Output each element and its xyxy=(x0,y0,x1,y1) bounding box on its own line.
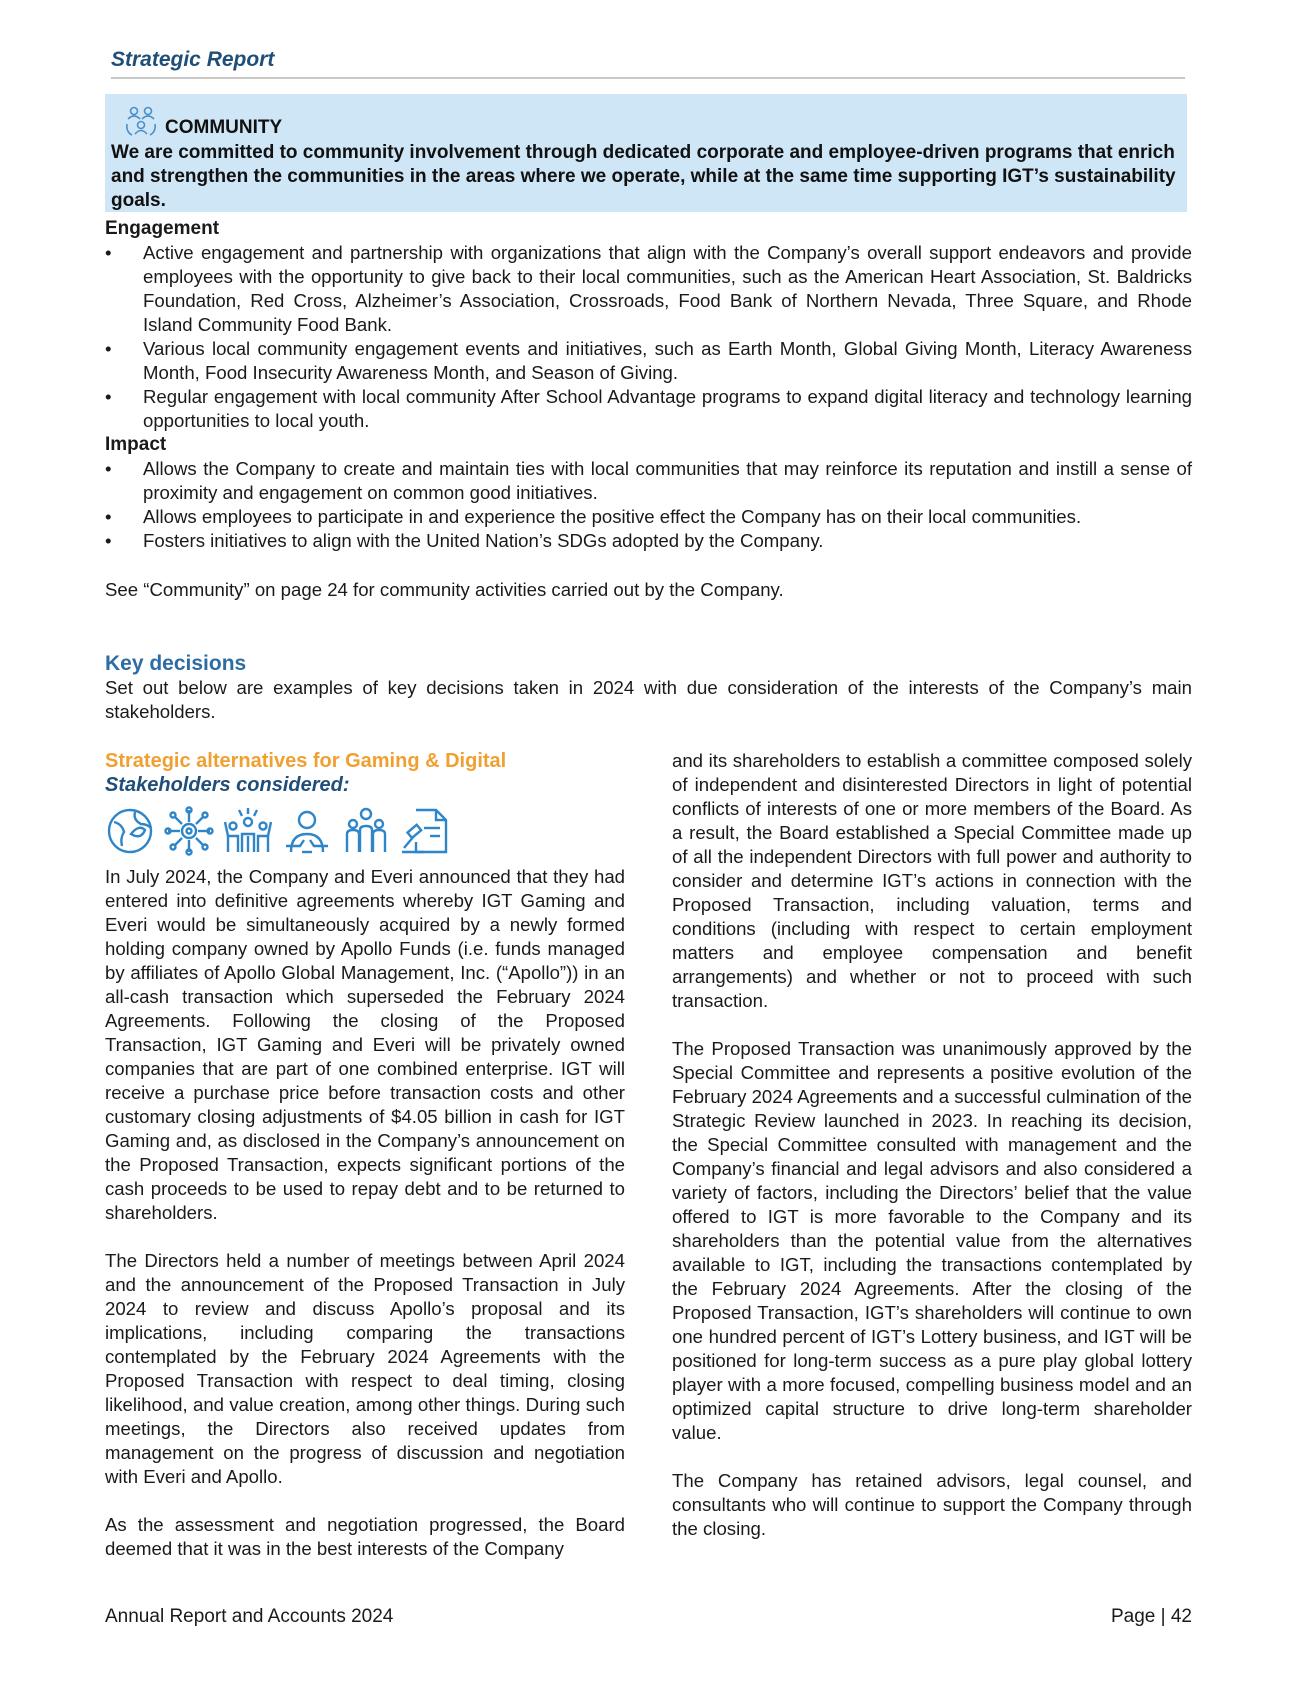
engagement-impact-section xyxy=(105,217,1192,553)
list-item: • Various local community engagement events and initiatives, such as Earth Month, Global Giving Month, Literacy Awareness Month, Food Insecurity Awareness Month, and Season of Giving. xyxy=(105,337,1192,385)
community-people-icon xyxy=(123,104,159,140)
footer-report-title: Annual Report and Accounts 2024 xyxy=(105,1606,394,1627)
header-divider xyxy=(111,77,1185,79)
list-item: • Active engagement and partnership with organizations that align with the Company’s overall support endeavors and provide employees with the opportunity to give back to their local communities, such as the American Heart Association, St. Baldricks Foundation, Red Cross, Alzheimer’s Association, Crossroads, Food Bank of Northern Nevada, Three Square, and Rhode Island Community Food Bank. xyxy=(105,241,1192,337)
community-raise-hands-icon xyxy=(223,806,273,856)
engagement-list xyxy=(105,241,1192,433)
right-column xyxy=(672,749,1192,1541)
stakeholders-heading: Stakeholders considered: xyxy=(105,774,350,796)
gear-network-icon xyxy=(164,806,214,856)
list-item: • Allows the Company to create and maintain ties with local communities that may reinforce its reputation and instill a sense of proximity and engagement on common good initiatives. xyxy=(105,457,1192,505)
community-statement: We are committed to community involvement through dedicated corporate and employee-driven programs that enrich and strengthen the communities in the areas where we operate, while at the same time supporting IGT’s sustainability goals. xyxy=(111,142,1176,211)
right-paragraph-2: The Proposed Transaction was unanimously approved by the Special Committee and represents a positive evolution of the February 2024 Agreements and a successful culmination of the Strategic Review launched in 2023. In reaching its decision, the Special Committee consulted with management and the Company’s financial and legal advisors and also considered a variety of factors, including the Directors’ belief that the value offered to IGT is more favorable to the Company and its shareholders than the potential value from the alternatives available to IGT, including the transactions contemplated by the February 2024 Agreements. After the closing of the Proposed Transaction, IGT’s shareholders will continue to own one hundred percent of IGT’s Lottery business, and IGT will be positioned for long-term success as a pure play global lottery player with a more focused, compelling business model and an optimized capital structure to drive long-term shareholder value. xyxy=(672,1038,1192,1443)
family-group-icon xyxy=(341,806,391,856)
gavel-document-icon xyxy=(400,806,450,856)
globe-leaf-icon xyxy=(105,806,155,856)
right-paragraph-1: and its shareholders to establish a committee composed solely of independent and disinterested Directors in light of potential conflicts of interests of one or more members of the Board. As a result, the Board established a Special Committee made up of all the independent Directors with full power and authority to consider and determine IGT’s actions in connection with the Proposed Transaction, including valuation, terms and conditions (including with respect to certain employment matters and employee compensation and benefit arrangements) and whether or not to proceed with such transaction. xyxy=(672,750,1192,1011)
page-header-title: Strategic Report xyxy=(111,48,275,71)
key-decisions-heading: Key decisions xyxy=(105,652,247,675)
list-item: • Regular engagement with local community After School Advantage programs to expand digital literacy and technology learning opportunities to local youth. xyxy=(105,385,1192,433)
stakeholder-icons xyxy=(105,805,625,857)
key-decisions-intro: Set out below are examples of key decisions taken in 2024 with due consideration of the interests of the Company’s main stakeholders. xyxy=(105,677,1192,722)
person-employee-icon xyxy=(282,806,332,856)
right-paragraph-3: The Company has retained advisors, legal counsel, and consultants who will continue to support the Company through the closing. xyxy=(672,1470,1192,1539)
list-item: • Allows employees to participate in and experience the positive effect the Company has on their local communities. xyxy=(105,505,1192,529)
impact-list xyxy=(105,457,1192,553)
engagement-heading: Engagement xyxy=(105,218,220,239)
community-reference: See “Community” on page 24 for community activities carried out by the Company. xyxy=(105,579,784,600)
footer-page-number: Page | 42 xyxy=(1110,1606,1192,1627)
impact-heading: Impact xyxy=(105,434,167,455)
community-title: COMMUNITY xyxy=(165,117,283,138)
left-paragraph-2: The Directors held a number of meetings between April 2024 and the announcement of the Proposed Transaction in July 2024 to review and discuss Apollo’s proposal and its implications, including comparing the transactions contemplated by the February 2024 Agreements with the Proposed Transaction with respect to deal timing, closing likelihood, and value creation, among other things. During such meetings, the Directors also received updates from management on the progress of discussion and negotiation with Everi and Apollo. xyxy=(105,1250,625,1487)
community-callout xyxy=(105,94,1187,212)
community-heading xyxy=(111,100,1181,140)
left-paragraph-1: In July 2024, the Company and Everi announced that they had entered into definitive agreements whereby IGT Gaming and Everi would be simultaneously acquired by a newly formed holding company owned by Apollo Funds (i.e. funds managed by affiliates of Apollo Global Management, Inc. (“Apollo”)) in an all-cash transaction which superseded the February 2024 Agreements. Following the closing of the Proposed Transaction, IGT Gaming and Everi will be privately owned companies that are part of one combined enterprise. IGT will receive a purchase price before transaction costs and other customary closing adjustments of $4.05 billion in cash for IGT Gaming and, as disclosed in the Company’s announcement on the Proposed Transaction, expects significant portions of the cash proceeds to be used to repay debt and to be returned to shareholders. xyxy=(105,866,625,1223)
left-paragraph-3: As the assessment and negotiation progressed, the Board deemed that it was in the best interests of the Company xyxy=(105,1514,625,1559)
strategic-alternatives-heading: Strategic alternatives for Gaming & Digital xyxy=(105,750,507,772)
left-column xyxy=(105,749,625,1561)
list-item: • Fosters initiatives to align with the United Nation’s SDGs adopted by the Company. xyxy=(105,529,1192,553)
